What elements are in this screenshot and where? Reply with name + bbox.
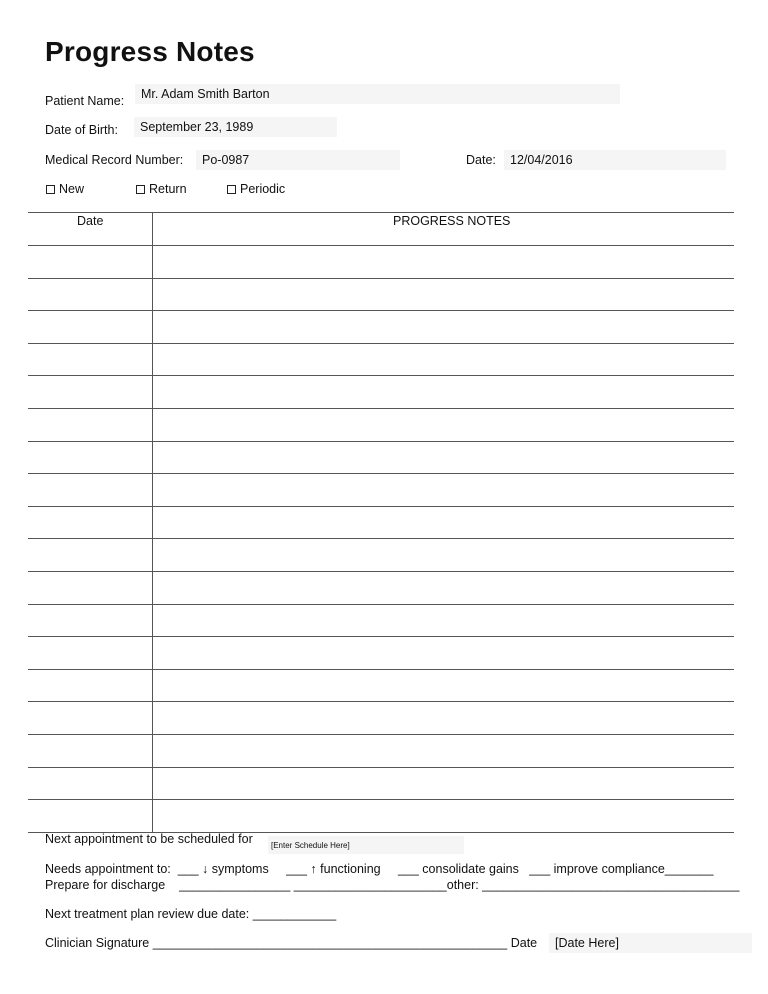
checkbox-new-box[interactable] bbox=[46, 185, 55, 194]
checkbox-new-label: New bbox=[59, 182, 85, 196]
checkbox-return-box[interactable] bbox=[136, 185, 145, 194]
page-title: Progress Notes bbox=[45, 36, 255, 67]
dob-field[interactable]: September 23, 1989 bbox=[134, 117, 337, 137]
patient-name-label: Patient Name: bbox=[45, 94, 125, 108]
date-field[interactable]: 12/04/2016 bbox=[504, 150, 726, 170]
table-top-border bbox=[28, 212, 734, 213]
checkbox-return[interactable] bbox=[136, 182, 187, 196]
column-header-progress-notes: PROGRESS NOTES bbox=[393, 214, 511, 228]
mrn-label: Medical Record Number: bbox=[45, 153, 184, 167]
table-row bbox=[28, 571, 734, 572]
next-appointment-label: Next appointment to be scheduled for bbox=[45, 832, 253, 846]
table-row bbox=[28, 538, 734, 539]
date-label: Date: bbox=[466, 153, 496, 167]
signature-date-field[interactable]: [Date Here] bbox=[549, 933, 752, 953]
table-row bbox=[28, 506, 734, 507]
mrn-field[interactable]: Po-0987 bbox=[196, 150, 400, 170]
table-row bbox=[28, 245, 734, 246]
clinician-signature-line: Clinician Signature ___________________________________________________ Date bbox=[45, 936, 538, 950]
table-row bbox=[28, 669, 734, 670]
table-row bbox=[28, 734, 734, 735]
table-row bbox=[28, 701, 734, 702]
dob-label: Date of Birth: bbox=[45, 123, 118, 137]
table-row bbox=[28, 441, 734, 442]
progress-notes-table bbox=[28, 212, 734, 832]
table-row bbox=[28, 375, 734, 376]
column-header-date: Date bbox=[77, 214, 104, 228]
table-row bbox=[28, 636, 734, 637]
next-appointment-field[interactable]: [Enter Schedule Here] bbox=[268, 836, 464, 854]
table-row bbox=[28, 408, 734, 409]
patient-name-field[interactable]: Mr. Adam Smith Barton bbox=[135, 84, 620, 104]
table-row bbox=[28, 343, 734, 344]
checkbox-periodic[interactable] bbox=[227, 182, 285, 196]
checkbox-periodic-label: Periodic bbox=[240, 182, 286, 196]
table-row bbox=[28, 278, 734, 279]
checkbox-new[interactable] bbox=[46, 182, 84, 196]
table-row bbox=[28, 604, 734, 605]
table-row bbox=[28, 473, 734, 474]
plan-review-line: Next treatment plan review due date: ____________ bbox=[45, 907, 337, 921]
table-row bbox=[28, 799, 734, 800]
prepare-discharge-line: Prepare for discharge ________________ ______________________other: _____________________________________ bbox=[45, 878, 740, 892]
table-column-divider bbox=[152, 212, 153, 832]
checkbox-periodic-box[interactable] bbox=[227, 185, 236, 194]
checkbox-return-label: Return bbox=[149, 182, 187, 196]
table-row bbox=[28, 767, 734, 768]
table-row bbox=[28, 310, 734, 311]
needs-appointment-line: Needs appointment to: ___ ↓ symptoms ___ ↑ functioning ___ consolidate gains ___ improve compliance_______ bbox=[45, 862, 714, 876]
